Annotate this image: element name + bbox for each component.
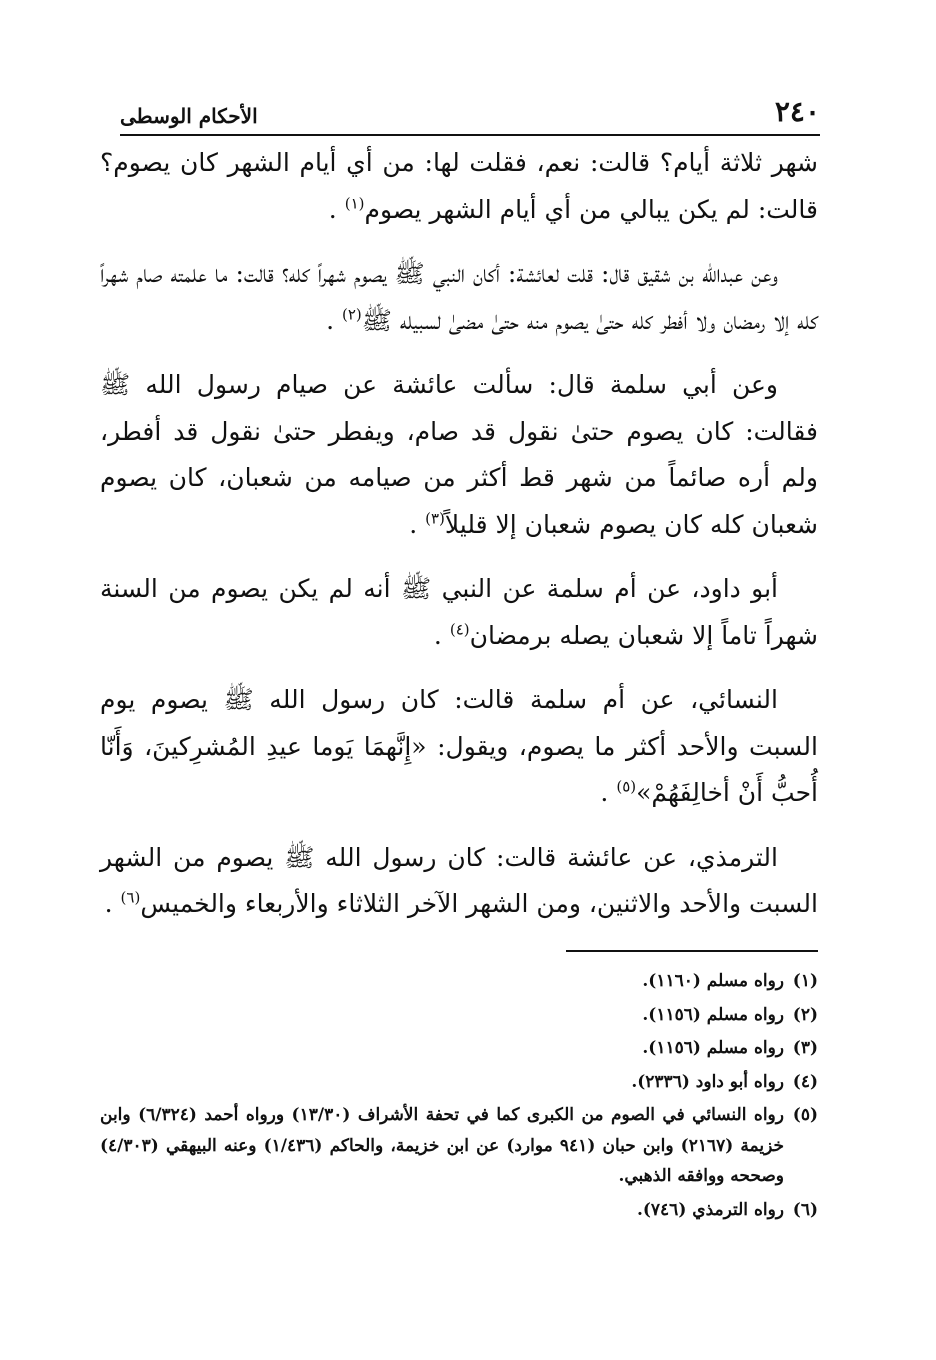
footnote-text: رواه أبو داود (٢٣٣٦).	[631, 1071, 784, 1092]
footnote	[100, 1033, 818, 1064]
paragraph	[100, 251, 818, 344]
footnote-ref: (٥)	[616, 777, 637, 796]
paragraph	[100, 566, 818, 659]
footnote-ref: (١)	[344, 194, 365, 213]
footnote-text: رواه النسائي في الصوم من الكبرى كما في تحفة الأشراف (١٣/٣٠) ورواه أحمد (٦/٣٢٤) وابن خزيمة (٢١٦٧) وابن حبان (٩٤١ موارد) عن ابن خزيمة، والحاكم (١/٤٣٦) وعنه البيهقي (٤/٣٠٣) وصححه ووافقه الذهبي.	[100, 1105, 784, 1186]
page-header	[120, 84, 820, 128]
paragraph-tail: .	[326, 305, 342, 335]
footnotes	[100, 966, 818, 1228]
paragraph	[100, 140, 818, 233]
page-number: ٢٤٠	[774, 95, 820, 128]
footnote-ref: (٤)	[449, 620, 470, 639]
footnote-number: (٤)	[792, 1071, 818, 1092]
footnote-text: رواه مسلم (١١٥٦).	[642, 1038, 784, 1058]
footnote-ref: (٢)	[342, 305, 362, 324]
running-title: الأحكام الوسطى	[120, 104, 258, 128]
footnote-ref: (٦)	[120, 888, 141, 907]
paragraph	[100, 362, 818, 548]
footnote-number: (٣)	[792, 1038, 818, 1058]
footnote	[100, 1067, 818, 1098]
main-text	[100, 140, 818, 946]
paragraph-text: وعن أبي سلمة قال: سألت عائشة عن صيام رسول الله ﷺ فقالت: كان يصوم حتىٰ نقول قد صام، ويفطر حتىٰ نقول قد أفطر، ولم أره صائماً من شهر قط أكثر من صيامه من شعبان، كان يصوم شعبان كله كان يصوم شعبان إلا قليلاً	[100, 370, 818, 539]
paragraph	[100, 835, 818, 928]
paragraph-text: شهر ثلاثة أيام؟ قالت: نعم، فقلت لها: من أي أيام الشهر كان يصوم؟ قالت: لم يكن يبالي من أي أيام الشهر يصوم	[100, 148, 818, 224]
footnote-rule	[566, 950, 818, 952]
paragraph-tail: .	[600, 778, 617, 807]
footnote	[100, 966, 818, 997]
paragraph-text: النسائي، عن أم سلمة قالت: كان رسول الله ﷺ يصوم يوم السبت والأحد أكثر ما يصوم، ويقول: «إِنَّهمَا يَوما عيدِ المُشرِكينَ، وَأَنّا أُحبُّ أَنْ أخالِفَهُمْ»	[100, 685, 818, 807]
footnote-number: (٢)	[792, 1004, 818, 1025]
paragraph	[100, 677, 818, 817]
footnote-text: رواه الترمذي (٧٤٦).	[636, 1199, 784, 1220]
paragraph-text: الترمذي، عن عائشة قالت: كان رسول الله ﷺ يصوم من الشهر السبت والأحد والاثنين، ومن الشهر الآخر الثلاثاء والأربعاء والخميس	[100, 842, 818, 918]
footnote-text: رواه مسلم (١١٦٠).	[642, 971, 784, 991]
paragraph-text: أبو داود، عن أم سلمة عن النبي ﷺ أنه لم يكن يصوم من السنة شهراً تاماً إلا شعبان يصله برمضان	[100, 574, 818, 650]
paragraph-tail: .	[409, 509, 426, 539]
footnote-ref: (٣)	[425, 509, 445, 528]
footnote-number: (٥)	[792, 1105, 818, 1125]
footnote-number: (٦)	[792, 1199, 818, 1220]
footnote-text: رواه مسلم (١١٥٦).	[642, 1004, 784, 1025]
footnote	[100, 1000, 818, 1031]
footnote-number: (١)	[792, 971, 818, 991]
paragraph-tail: .	[433, 620, 450, 650]
header-rule	[120, 134, 820, 136]
footnote	[100, 1195, 818, 1226]
footnote	[100, 1100, 818, 1192]
paragraph-tail: .	[328, 194, 345, 224]
paragraph-tail: .	[104, 889, 121, 918]
paragraph-text: وعن عبدالله بن شقيق قال: قلت لعائشة: أكان النبي ﷺ يصوم شهراً كله؟ قالت: ما علمته صام شهراً كله إلا رمضان ولا أفطر كله حتىٰ يصوم منه حتىٰ مضىٰ لسبيله ﷺ	[100, 259, 818, 335]
